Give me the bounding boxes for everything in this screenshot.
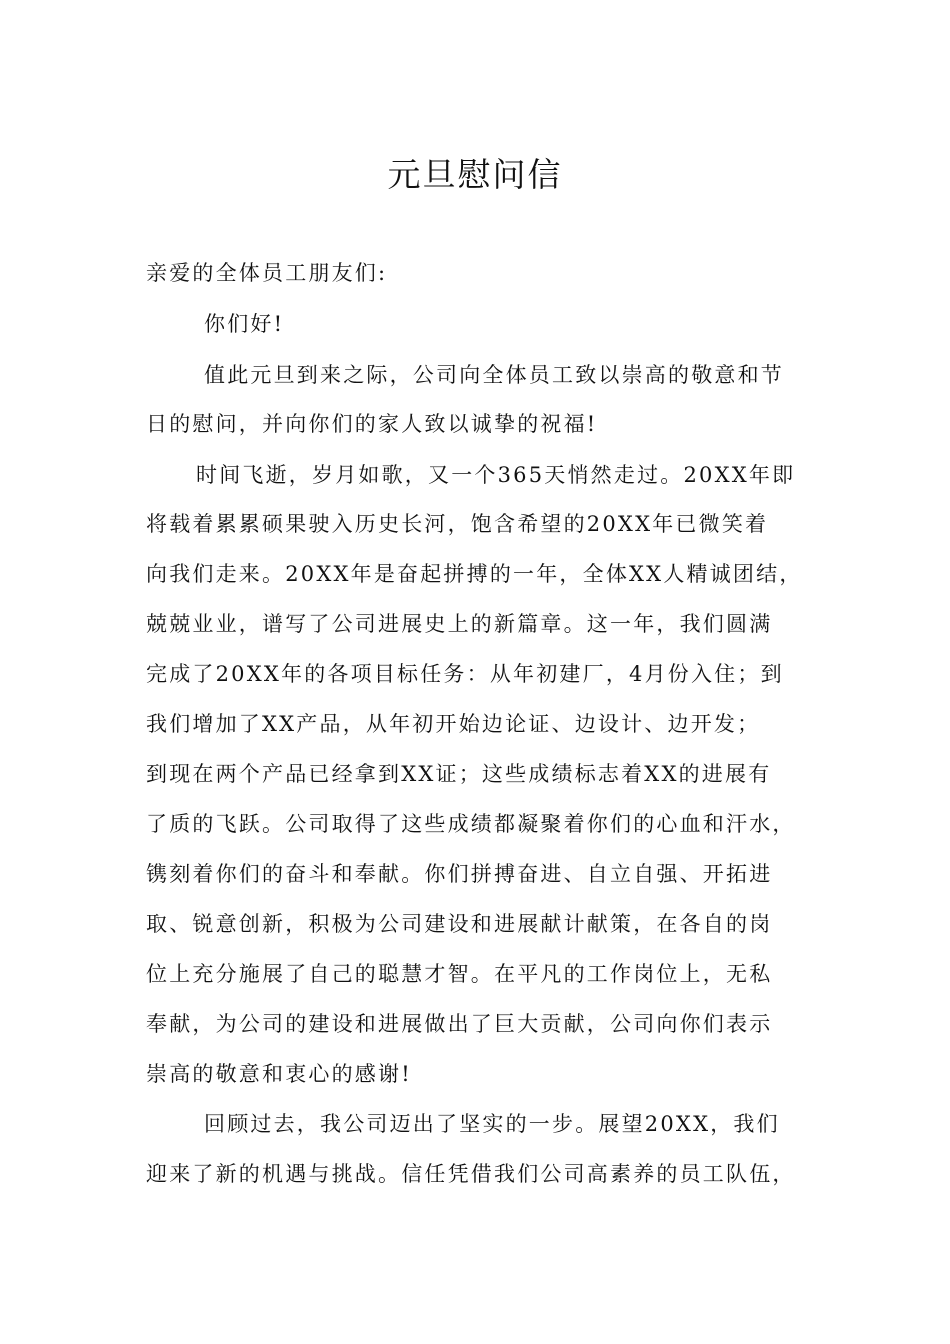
paragraph-line: 奉献，为公司的建设和进展做出了巨大贡献，公司向你们表示 — [146, 1012, 773, 1036]
paragraph-line: 值此元旦到来之际，公司向全体员工致以崇高的敬意和节 — [204, 363, 784, 387]
paragraph-line: 将载着累累硕果驶入历史长河，饱含希望的20XX年已微笑着 — [146, 512, 769, 536]
paragraph-line: 向我们走来。20XX年是奋起拼搏的一年，全体XX人精诚团结， — [146, 562, 803, 586]
paragraph-line: 我们增加了XX产品，从年初开始边论证、边设计、边开发； — [146, 712, 761, 736]
paragraph-line: 时间飞逝，岁月如歌，又一个365天悄然走过。20XX年即 — [196, 463, 796, 487]
paragraph-line: 完成了20XX年的各项目标任务：从年初建厂，4月份入住；到 — [146, 662, 784, 686]
paragraph-line: 取、锐意创新，积极为公司建设和进展献计献策，在各自的岗 — [146, 912, 773, 936]
paragraph-line: 崇高的敬意和衷心的感谢! — [146, 1062, 412, 1086]
paragraph-line: 兢兢业业，谱写了公司进展史上的新篇章。这一年，我们圆满 — [146, 612, 773, 636]
paragraph-line: 迎来了新的机遇与挑战。信任凭借我们公司高素养的员工队伍， — [146, 1162, 796, 1186]
paragraph-line: 日的慰问，并向你们的家人致以诚挚的祝福! — [146, 412, 598, 436]
salutation: 亲爱的全体员工朋友们: — [146, 261, 388, 285]
paragraph-line: 回顾过去，我公司迈出了坚实的一步。展望20XX，我们 — [204, 1112, 780, 1136]
greeting: 你们好! — [204, 312, 285, 336]
document-title: 元旦慰问信 — [387, 155, 563, 194]
paragraph-line: 镌刻着你们的奋斗和奉献。你们拼搏奋进、自立自强、开拓进 — [146, 862, 773, 886]
paragraph-line: 位上充分施展了自己的聪慧才智。在平凡的工作岗位上，无私 — [146, 962, 773, 986]
paragraph-line: 到现在两个产品已经拿到XX证；这些成绩标志着XX的进展有 — [146, 762, 772, 786]
paragraph-line: 了质的飞跃。公司取得了这些成绩都凝聚着你们的心血和汗水， — [146, 812, 796, 836]
